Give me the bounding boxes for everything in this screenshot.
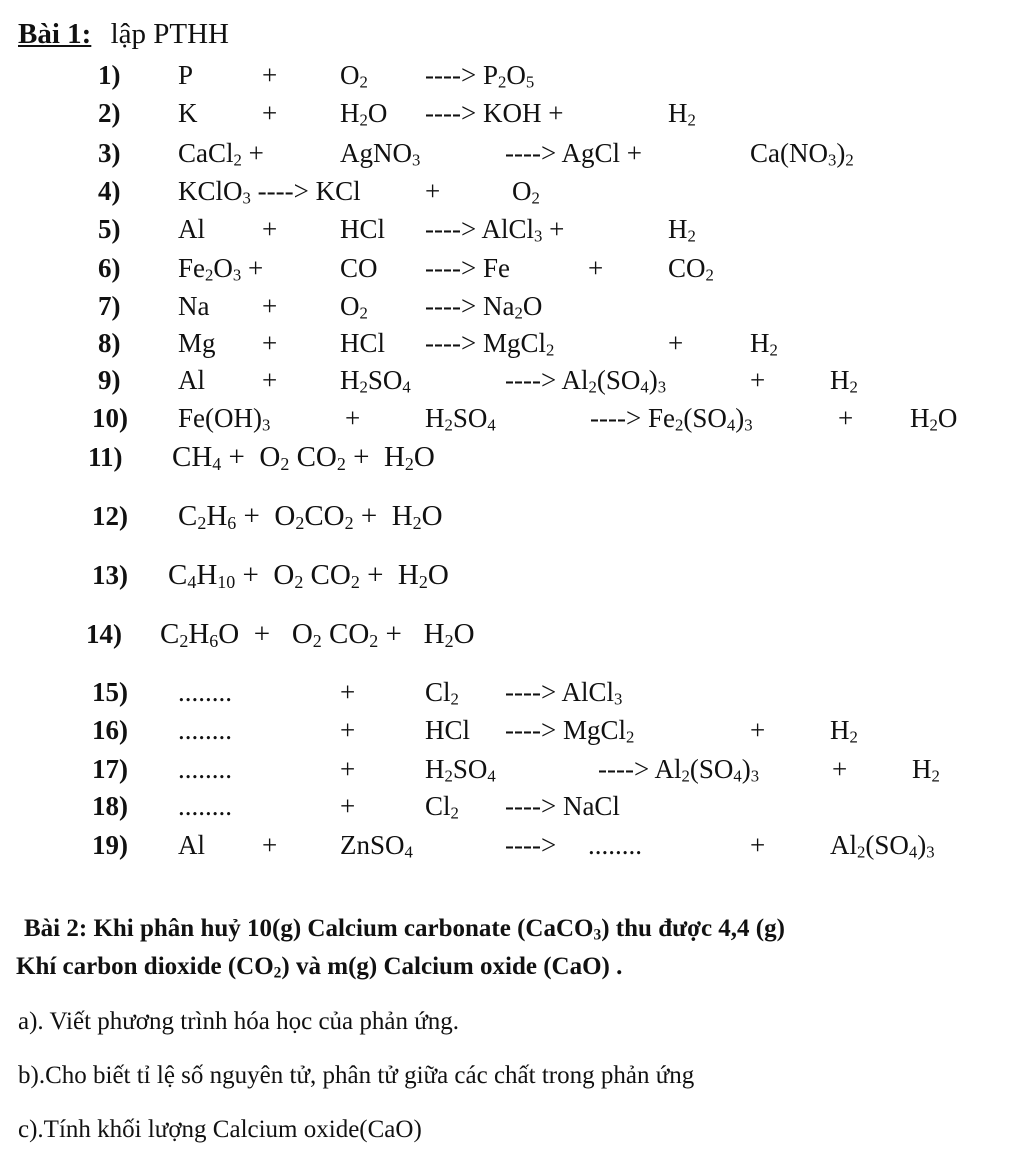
question-c: c).Tính khối lượng Calcium oxide(CaO) xyxy=(18,1116,422,1143)
equation-term: ----> NaCl xyxy=(505,791,620,821)
equation-term: ----> MgCl$_2$ xyxy=(425,328,555,360)
equation-term: $C_4H_{10} + O_2$ $CO_2 + H_2O$ xyxy=(168,559,449,592)
equation-term: ----> AlCl$_3$ xyxy=(505,677,623,709)
equation-term: $C_2H_6O + O_2$ $CO_2 + H_2O$ xyxy=(160,618,475,651)
exercise-2-line-1: Bài 2: Khi phân huỷ 10(g) Calcium carbonate (CaCO$_3$) thu được 4,4 (g) xyxy=(24,915,785,944)
equation-term: ----> $Al_2(SO_4)_3$ xyxy=(505,365,667,397)
equation-term: HCl xyxy=(425,715,471,745)
blank-fill: ........ xyxy=(178,754,232,784)
equation-number: 14) xyxy=(86,619,122,649)
exercise-2-line-2: Khí carbon dioxide $(CO_2)$ và m(g) Calcium oxide (CaO) . xyxy=(16,953,623,982)
equation-term: $H_2$ xyxy=(830,715,858,747)
equation-term: + xyxy=(340,754,356,784)
equation-row xyxy=(0,57,1024,93)
equation-term: $CO_2$ xyxy=(668,253,714,285)
equation-term: ----> $Fe_2(SO_4)_3$ xyxy=(590,403,753,435)
equation-term: ----> KOH + xyxy=(425,98,564,128)
equation-term: + xyxy=(750,830,766,860)
equation-term: + xyxy=(750,715,766,745)
equation-term: Mg xyxy=(178,328,216,358)
equation-row xyxy=(0,498,1024,534)
equation-term: $H_2SO_4$ xyxy=(340,365,411,397)
blank-fill: ........ xyxy=(178,715,232,745)
equation-number: 13) xyxy=(92,560,128,590)
equation-term: + xyxy=(262,328,278,358)
equation-term: $Al_2(SO_4)_3$ xyxy=(830,830,935,862)
equation-term: ----> $P_2O_5$ xyxy=(425,60,535,92)
equation-term: + xyxy=(340,715,356,745)
equation-term: Al xyxy=(178,365,205,395)
equation-term: $H_2SO_4$ xyxy=(425,403,496,435)
equation-number: 3) xyxy=(98,138,121,168)
equation-row xyxy=(0,674,1024,710)
exercise-1-heading xyxy=(18,18,229,51)
equation-row xyxy=(0,751,1024,787)
equation-row xyxy=(0,95,1024,131)
equation-number: 11) xyxy=(88,442,123,472)
equation-term: $H_2$ xyxy=(668,98,696,130)
equation-term: ZnSO$_4$ xyxy=(340,830,413,862)
equation-row xyxy=(0,788,1024,824)
equation-number: 19) xyxy=(92,830,128,860)
equation-term: HCl xyxy=(340,328,386,358)
equation-term: $O_2$ xyxy=(340,60,368,92)
equation-term: CO xyxy=(340,253,378,283)
question-b: b).Cho biết tỉ lệ số nguyên tử, phân tử giữa các chất trong phản ứng xyxy=(18,1062,695,1089)
equation-number: 6) xyxy=(98,253,121,283)
equation-number: 5) xyxy=(98,214,121,244)
equation-term: $Cl_2$ xyxy=(425,677,459,709)
equation-row xyxy=(0,173,1024,209)
exercise-2-intro xyxy=(16,910,1006,986)
equation-term: + xyxy=(340,677,356,707)
equation-term: ----> MgCl$_2$ xyxy=(505,715,635,747)
equation-row xyxy=(0,712,1024,748)
equation-term: + xyxy=(838,403,854,433)
equation-term: + xyxy=(262,830,278,860)
equation-term: + xyxy=(262,60,278,90)
equation-term: + xyxy=(262,291,278,321)
equation-number: 15) xyxy=(92,677,128,707)
equation-term: $H_2O$ xyxy=(340,98,388,130)
equation-number: 2) xyxy=(98,98,121,128)
equation-term: CaCl$_2$ + xyxy=(178,138,264,170)
equation-number: 7) xyxy=(98,291,121,321)
equation-term: $O_2$ xyxy=(340,291,368,323)
equation-term: $H_2$ xyxy=(912,754,940,786)
equation-number: 4) xyxy=(98,176,121,206)
equation-number: 1) xyxy=(98,60,121,90)
equation-term: ----> Fe xyxy=(425,253,510,283)
equation-row xyxy=(0,827,1024,863)
equation-term: + xyxy=(262,365,278,395)
equation-row xyxy=(0,362,1024,398)
equation-row xyxy=(0,325,1024,361)
equation-term: ----> $Al_2(SO_4)_3$ xyxy=(598,754,760,786)
blank-fill: ........ xyxy=(178,791,232,821)
equation-row xyxy=(0,616,1024,652)
equation-term: $Ca(NO_3)_2$ xyxy=(750,138,854,170)
equation-number: 10) xyxy=(92,403,128,433)
equation-term: + xyxy=(588,253,604,283)
equation-term: $H_2SO_4$ xyxy=(425,754,496,786)
equation-term: Na xyxy=(178,291,210,321)
equation-term: $Fe(OH)_3$ xyxy=(178,403,271,435)
equation-row xyxy=(0,439,1024,475)
equation-term: AgNO$_3$ xyxy=(340,138,421,170)
equation-term: KClO$_3$ ----> KCl xyxy=(178,176,361,208)
equation-term: Al xyxy=(178,830,205,860)
exercise-1-label: Bài 1: xyxy=(18,18,92,50)
equation-term: + xyxy=(425,176,441,206)
equation-row xyxy=(0,135,1024,171)
equation-row xyxy=(0,400,1024,436)
equation-term: $CH_4 + O_2$ $CO_2 + H_2O$ xyxy=(172,441,435,474)
equation-term: P xyxy=(178,60,194,90)
equation-term: + xyxy=(668,328,684,358)
exercise-1-title: lập PTHH xyxy=(110,18,229,50)
equation-term: Al xyxy=(178,214,205,244)
equation-term: $Cl_2$ xyxy=(425,791,459,823)
equation-number: 9) xyxy=(98,365,121,395)
equation-number: 8) xyxy=(98,328,121,358)
equation-number: 16) xyxy=(92,715,128,745)
equation-term: $H_2$ xyxy=(830,365,858,397)
blank-fill: ........ xyxy=(588,830,642,860)
equation-row xyxy=(0,288,1024,324)
equation-term: $C_2H_6 + O_2CO_2 + H_2O$ xyxy=(178,500,443,533)
equation-term: + xyxy=(262,214,278,244)
equation-row xyxy=(0,250,1024,286)
equation-term: $O_2$ xyxy=(512,176,540,208)
equation-term: + xyxy=(750,365,766,395)
equation-term: K xyxy=(178,98,198,128)
blank-fill: ........ xyxy=(178,677,232,707)
equation-term: + xyxy=(262,98,278,128)
equation-term: ----> xyxy=(505,830,557,860)
question-a: a). Viết phương trình hóa học của phản ứng. xyxy=(18,1008,460,1035)
equation-number: 12) xyxy=(92,501,128,531)
equation-term: ----> $Na_2O$ xyxy=(425,291,543,323)
equation-term: + xyxy=(832,754,848,784)
equation-term: $Fe_2O_3$ + xyxy=(178,253,264,285)
equation-term: + xyxy=(340,791,356,821)
equation-number: 18) xyxy=(92,791,128,821)
equation-term: $H_2$ xyxy=(668,214,696,246)
equation-term: $H_2O$ xyxy=(910,403,958,435)
equation-row xyxy=(0,211,1024,247)
equation-term: ----> AlCl$_3$ + xyxy=(425,214,565,246)
equation-number: 17) xyxy=(92,754,128,784)
equation-row xyxy=(0,557,1024,593)
equation-term: HCl xyxy=(340,214,386,244)
equation-term: $H_2$ xyxy=(750,328,778,360)
equation-term: + xyxy=(345,403,361,433)
equation-term: ----> AgCl + xyxy=(505,138,642,168)
